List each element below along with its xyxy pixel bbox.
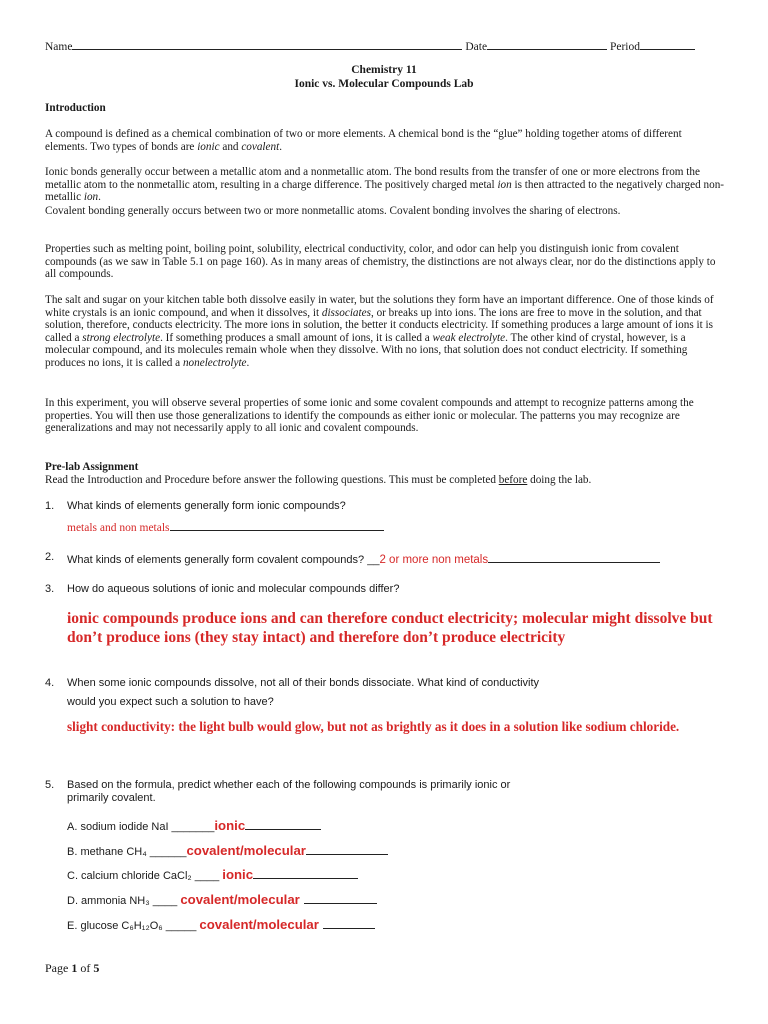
compound-answer-b[interactable]: covalent/molecular [186,843,306,858]
question-4: 4. When some ionic compounds dissolve, not all of their bonds dissociate. What kind of conductivity [45,677,540,689]
intro-paragraph-5: In this experiment, you will observe several properties of some ionic and some covalent compounds and attempt to recognize patterns among the properties. You will then use those generalizations to identify the compounds as either ionic or molecular. The patterns you may recognize are generalizations and may not necessarily apply to all ionic and covalent compounds. [45,397,694,435]
question-1: 1. What kinds of elements generally form ionic compounds? [45,500,346,512]
question-3: 3. How do aqueous solutions of ionic and molecular compounds differ? [45,583,400,595]
page-footer: Page 1 of 5 [45,961,100,975]
page-total: 5 [93,961,100,975]
intro-paragraph-4: The salt and sugar on your kitchen table both dissolve easily in water, but the solutions they form have an important difference. One of those kinds of white crystals is an ionic compound, and when it dissolves, it dissociates, or breaks up into ions. The ions are free to move in the solution, and that solution, therefore, conducts electricity. The more ions in solution, the better it conducts electricity. If something produces a large amount of ions it is called a strong electrolyte. If something produces a small amount of ions, it is called a weak electrolyte. The other kind of crystal, however, is a molecular compound, and its molecules remain whole when they dissolve. With no ions, that solution does not conduct electricity. If something produces no ions, it is called a nonelectrolyte. [45,294,714,369]
intro-heading: Introduction [45,102,106,114]
answer-2[interactable]: 2 or more non metals [379,554,489,566]
answer-4[interactable]: slight conductivity: the light bulb would glow, but not as brightly as it does in a solution like sodium chloride. [67,719,680,734]
period-blank[interactable] [640,38,695,50]
date-label: Date [465,41,488,53]
compound-item-a: A. sodium iodide NaI _______ionic [67,818,321,833]
title-line-2: Ionic vs. Molecular Compounds Lab [294,78,474,90]
question-2: 2. What kinds of elements generally form covalent compounds? __2 or more non metals [0,551,768,565]
name-label: Name [45,41,73,53]
answer-3[interactable]: ionic compounds produce ions and can therefore conduct electricity; molecular might dissolve but don’t produce ions (they stay intact) and therefore don’t produce electricity [67,610,713,646]
compound-answer-c[interactable]: ionic [222,867,254,882]
title-line-1: Chemistry 11 [351,64,417,76]
compound-answer-d[interactable]: covalent/molecular [180,892,300,907]
name-blank[interactable] [72,38,462,50]
compound-item-e: E. glucose C₆H₁₂O₆ _____ covalent/molecular [67,917,375,932]
page-number: 1 [71,961,78,975]
header-line [45,38,725,54]
intro-paragraph-2b: Covalent bonding generally occurs between two or more nonmetallic atoms. Covalent bonding involves the sharing of electrons. [45,205,621,217]
period-label: Period [609,41,640,53]
answer-1[interactable]: metals and non metals [67,518,384,536]
intro-paragraph-2: Ionic bonds generally occur between a metallic atom and a nonmetallic atom. The bond results from the transfer of one or more electrons from the metallic atom to the nonmetallic atom, resulting in a charge difference. The positively charged metal ion is then attracted to the negatively charged non-metallic ion. [45,166,725,204]
question-5: 5. Based on the formula, predict whether each of the following compounds is primarily ionic or [45,779,511,791]
intro-paragraph-3: Properties such as melting point, boiling point, solubility, electrical conductivity, color, and odor can help you distinguish ionic from covalent compounds (as we saw in Table 5.1 on page 160). As in many areas of chemistry, the distinctions are not always clear, nor do the distinctions apply to all compounds. [45,243,716,281]
compound-item-b: B. methane CH₄ ______covalent/molecular [67,843,388,858]
compound-item-d: D. ammonia NH₃ ____ covalent/molecular [67,892,377,907]
date-blank[interactable] [487,38,607,50]
question-5-cont: primarily covalent. [67,792,156,804]
prelab-instructions: Read the Introduction and Procedure before answer the following questions. This must be completed before doing the lab. [45,474,592,486]
intro-paragraph-1: A compound is defined as a chemical combination of two or more elements. A chemical bond is the “glue” holding together atoms of different elements. Two types of bonds are ionic and covalent. [45,128,682,153]
prelab-heading: Pre-lab Assignment [45,461,139,473]
compound-item-c: C. calcium chloride CaCl₂ ____ ionic [67,867,358,882]
compound-answer-e[interactable]: covalent/molecular [199,917,319,932]
question-4-cont: would you expect such a solution to have? [67,696,274,708]
compound-answer-a[interactable]: ionic [214,818,246,833]
